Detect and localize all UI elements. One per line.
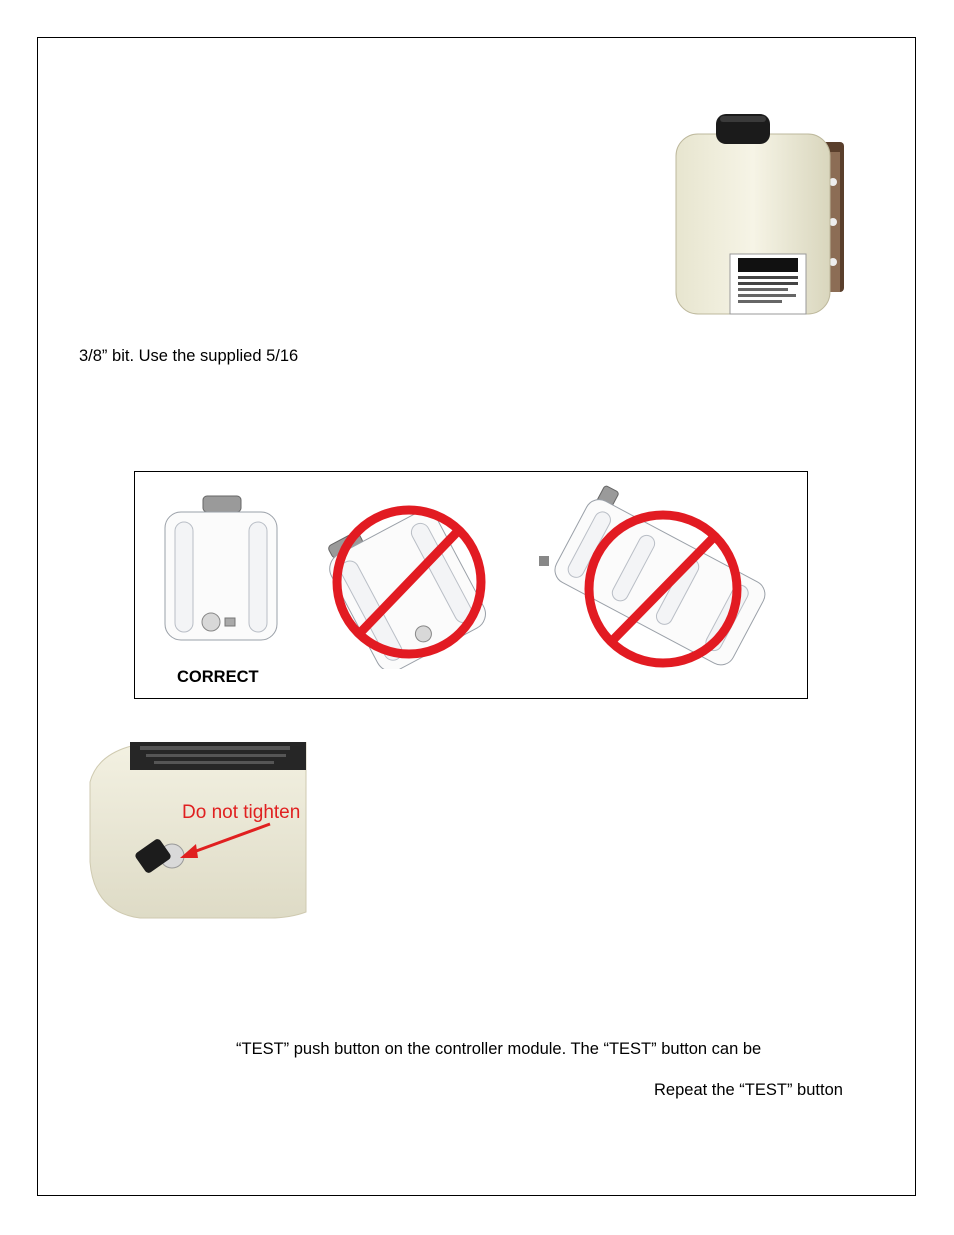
instruction-fragment-1: 3/8” bit. Use the supplied 5/16 bbox=[79, 347, 299, 365]
instruction-fragment-2: “TEST” push button on the controller module. The “TEST” button can be bbox=[236, 1040, 762, 1058]
fitting-photo bbox=[80, 742, 308, 920]
tank-tilted-incorrect bbox=[327, 494, 497, 669]
reservoir-tank-photo bbox=[668, 112, 853, 318]
no-symbol-icon bbox=[465, 602, 466, 603]
correct-label: CORRECT bbox=[177, 668, 259, 686]
mounting-orientation-figure bbox=[134, 471, 808, 699]
tank-lying-incorrect bbox=[533, 484, 779, 674]
instruction-fragment-3: Repeat the “TEST” button bbox=[654, 1081, 843, 1099]
tank-fitting-image bbox=[80, 742, 308, 920]
tank-upright-correct bbox=[159, 492, 289, 652]
do-not-tighten-callout: Do not tighten bbox=[182, 802, 301, 823]
